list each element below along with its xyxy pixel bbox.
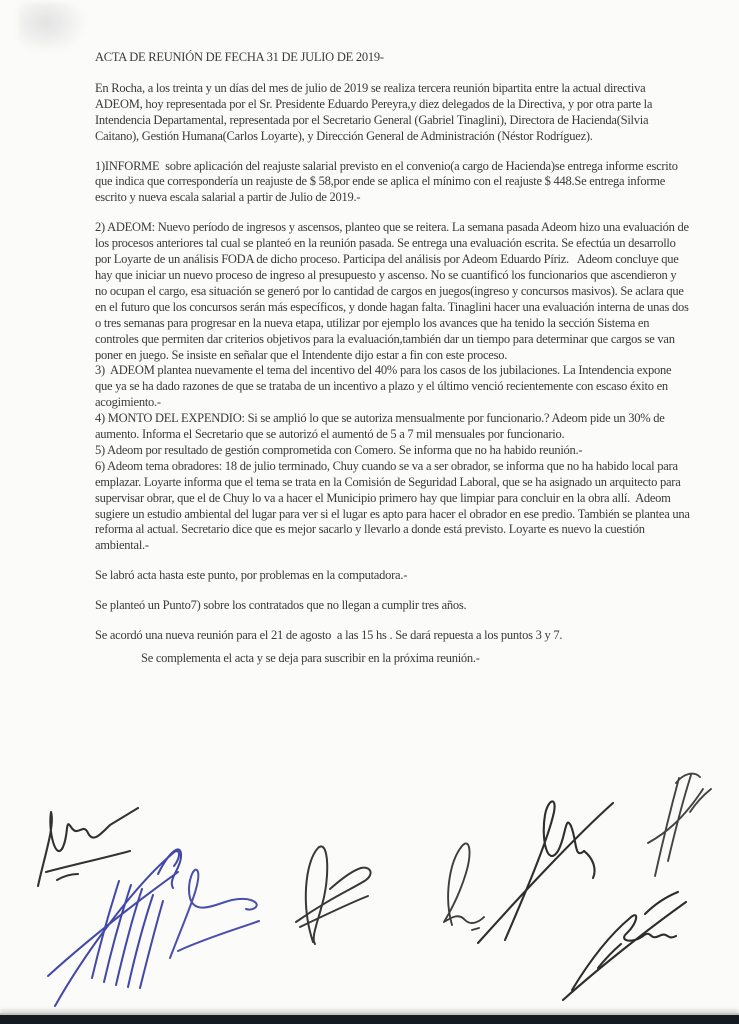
agenda-item-4: 4) MONTO DEL EXPENDIO: Si se amplió lo que se autoriza mensualmente por funcionario.? Adeom pide un 30% de aumento. Informa el Secretario que se autorizó el aumentó de 5 a 7 mil mensuales por funcionario. <box>95 411 668 442</box>
signature-1 <box>38 808 138 886</box>
closing-note-4: Se complementa el acta y se deja para suscribir en la próxima reunión.- <box>141 651 480 665</box>
agenda-item-3: 3) ADEOM plantea nuevamente el tema del incentivo del 40% para los casos de los jubilaciones. La Intendencia expone que ya se ha dado razones de que se trataba de un incentivo a plazo y el último venció recientemente con escaso éxito en acogimiento.- <box>95 363 675 410</box>
closing-note-2: Se planteó un Punto7) sobre los contratados que no llegan a cumplir tres años. <box>95 598 467 613</box>
signature-6 <box>478 801 613 943</box>
scan-bottom-edge <box>0 1013 739 1024</box>
agenda-item-1: 1)INFORME sobre aplicación del reajuste salarial previsto en el convenio(a cargo de Hacienda)se entrega informe escrito que indica que correspondería un reajuste de $ 58,por ende se aplica el mínimo con el reajuste $ 448.Se entrega informe escrito y nueva escala salarial a partir de Julio de 2019.- <box>95 158 684 205</box>
signature-4 <box>296 846 371 944</box>
agenda-items-block <box>95 220 691 554</box>
signature-3 <box>170 870 259 958</box>
signature-7 <box>648 774 711 876</box>
document-title: ACTA DE REUNIÓN DE FECHA 31 DE JULIO DE 2019- <box>95 50 384 64</box>
intro-paragraph: En Rocha, a los treinta y un días del mes de julio de 2019 se realiza tercera reunión bipartita entre la actual directiva ADEOM, hoy representada por el Sr. Presidente Eduardo Pereyra,y diez delegados de la Directiva, y por otra parte la Intendencia Departamental, representada por el Secretario General (Gabriel Tinaglini), Directora de Hacienda(Silvia Caitano), Gestión Humana(Carlos Loyarte), y Dirección General de Administración (Néstor Rodríguez). <box>95 80 656 143</box>
closing-note-3: Se acordó una nueva reunión para el 21 de agosto a las 15 hs . Se dará repuesta a los puntos 3 y 7. <box>95 628 563 643</box>
closing-note-1: Se labró acta hasta este punto, por problemas en la computadora.- <box>95 568 408 583</box>
signature-8 <box>563 892 686 1000</box>
agenda-item-5: 5) Adeom por resultado de gestión comprometida con Comero. Se informa que no ha habido reunión.- <box>95 442 583 457</box>
agenda-item-6: 6) Adeom tema obradores: 18 de julio terminado, Chuy cuando se va a ser obrador, se informa que no ha habido local para emplazar. Loyarte informa que el tema se trata en la Comisión de Seguridad Laboral, que se ha asignado un arquitecto para supervisar obrar, que el de Chuy lo va a hacer el Municipio primero hay que limpiar para concluir en la obra allí. Adeom sugiere un estudio ambiental del lugar para ver si el lugar es apto para hacer el obrador en ese predio. También se plantea una reforma al actual. Secretario dice que es mejor sacarlo y llevarlo a donde está previsto. Loyarte es nuevo la cuestión ambiental.- <box>95 458 693 553</box>
signature-2 <box>48 849 181 1006</box>
agenda-item-2: 2) ADEOM: Nuevo período de ingresos y ascensos, planteo que se reitera. La semana pasada Adeom hizo una evaluación de los procesos anteriores tal cual se planteó en la reunión pasada. Se entrega una evaluación escrita. Se efectúa un desarrollo por Loyarte de un análisis FODA de dicho proceso. Participa del análisis por Adeom Eduardo Píriz. Adeom concluye que hay que iniciar un nuevo proceso de ingreso al presupuesto y ascenso. No se cuantificó los funcionarios que ascendieron y no ocupan el cargo, esa situación se generó por lo cantidad de cargos en juegos(ingreso y concursos masivos). Se aclara que en el futuro que los concursos serán más específicos, y donde hagan falta. Tinaglini hacer una evaluación interna de unas dos o tres semanas para progresar en la nueva etapa, utilizar por ejemplo los avances que ha tenido la sección Sistema en controles que permiten dar criterios objetivos para la evaluación,también dar un tiempo para determinar que cargos se van poner en juego. Se insiste en señalar que el Intendente dijo estar a fin con este proceso. <box>95 220 692 362</box>
scan-artifact-smudge <box>18 2 88 54</box>
signature-5 <box>444 843 484 930</box>
document-body <box>95 50 691 681</box>
